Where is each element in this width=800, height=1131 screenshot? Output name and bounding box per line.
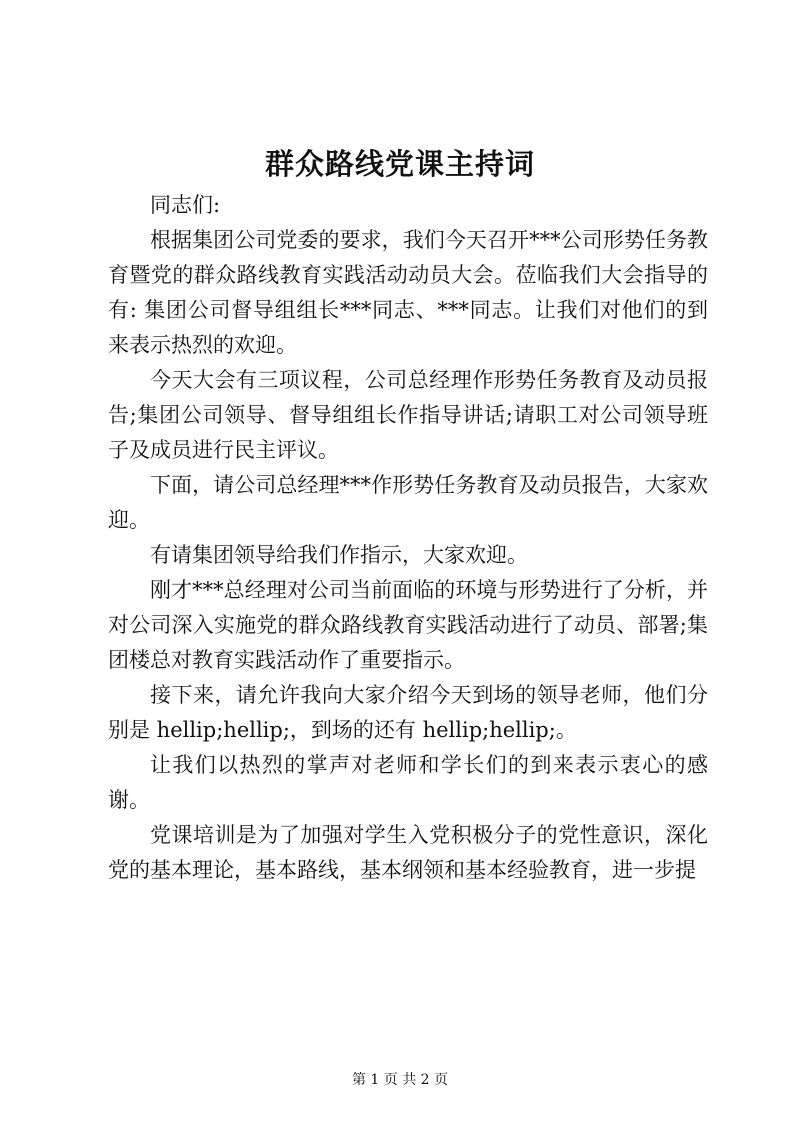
paragraph: 有请集团领导给我们作指示，大家欢迎。 <box>150 543 528 567</box>
paragraph: 下面，请公司总经理***作形势任务教育及动员报告，大家欢迎。 <box>108 473 708 532</box>
paragraph: 让我们以热烈的掌声对老师和学长们的到来表示衷心的感谢。 <box>108 753 708 812</box>
paragraph: 接下来，请允许我向大家介绍今天到场的领导老师，他们分别是 hellip;hellip;，到场的还有 hellip;hellip;。 <box>108 683 708 742</box>
paragraph-greeting: 同志们: <box>150 193 221 217</box>
paragraph: 党课培训是为了加强对学生入党积极分子的党性意识，深化党的基本理论，基本路线，基本纲领和基本经验教育，进一步提 <box>108 823 708 882</box>
paragraph: 今天大会有三项议程，公司总经理作形势任务教育及动员报告;集团公司领导、督导组组长作指导讲话;请职工对公司领导班子及成员进行民主评议。 <box>108 368 708 462</box>
document-title: 群众路线党课主持词 <box>264 147 535 181</box>
paragraph: 根据集团公司党委的要求，我们今天召开***公司形势任务教育暨党的群众路线教育实践活动动员大会。莅临我们大会指导的有: 集团公司督导组组长***同志、***同志。让我们对他们的到来表示热烈的欢迎。 <box>108 228 708 357</box>
paragraph: 刚才***总经理对公司当前面临的环境与形势进行了分析，并对公司深入实施党的群众路线教育实践活动进行了动员、部署;集团楼总对教育实践活动作了重要指示。 <box>108 578 708 672</box>
document-body <box>108 188 708 888</box>
page-footer: 第 1 页 共 2 页 <box>351 1072 449 1088</box>
